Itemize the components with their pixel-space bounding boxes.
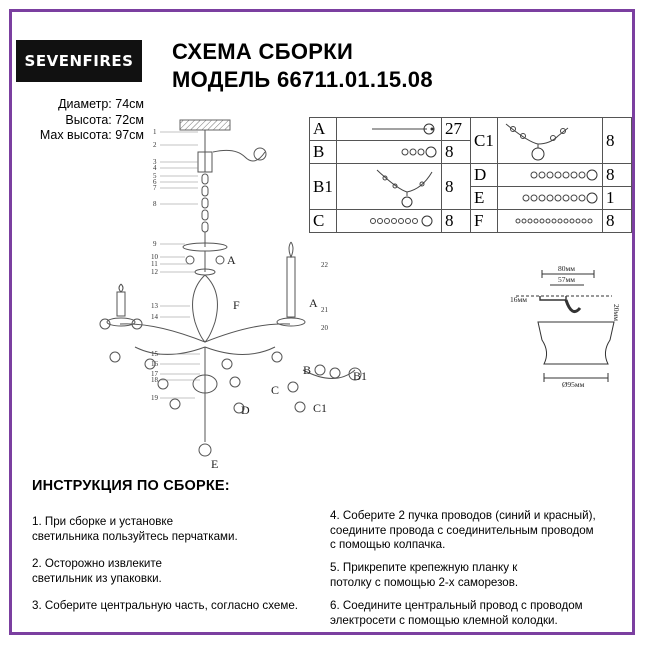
callout-12: 12 [151, 268, 158, 276]
callout-21: 21 [321, 306, 328, 314]
step-line: электросети с помощью клемной колодки. [330, 613, 558, 627]
spec-value: 97см [115, 128, 144, 142]
dim-80mm: 80мм [558, 264, 575, 273]
part-qty: 8 [442, 210, 471, 233]
part-qty: 8 [603, 118, 632, 164]
callout-11: 11 [151, 260, 158, 268]
step-line: 3. Соберите центральную часть, согласно схеме. [32, 599, 298, 612]
part-e-image [498, 187, 603, 210]
callout-14: 14 [151, 313, 158, 321]
brand-logo: SEVENFIRES [16, 40, 142, 82]
dim-95mm: Ø95мм [562, 380, 585, 388]
spec-diameter [14, 97, 144, 113]
step-line: потолку с помощью 2-х саморезов. [330, 575, 519, 589]
step-line: соедините провода с соединительным проводом [330, 523, 594, 537]
callout-13: 13 [151, 302, 158, 310]
dim-16mm: 16мм [510, 295, 527, 304]
part-letter: A [310, 118, 337, 141]
part-letter: C [310, 210, 337, 233]
step-line: 2. Осторожно извлеките [32, 557, 162, 570]
part-qty: 8 [442, 141, 471, 164]
instruction-step-3 [32, 599, 298, 614]
part-qty: 27 [442, 118, 471, 141]
callout-7: 7 [153, 184, 157, 192]
instruction-step-6 [330, 599, 583, 628]
callout-22: 22 [321, 261, 328, 269]
step-line: светильника пользуйтесь перчатками. [32, 529, 238, 543]
callout-10: 10 [151, 253, 158, 261]
spec-label: Диаметр: [58, 97, 112, 111]
part-d-image [498, 164, 603, 187]
callout-17: 17 [151, 370, 158, 378]
part-letter: C1 [471, 118, 498, 164]
callout-2: 2 [153, 141, 157, 149]
instruction-step-5 [330, 561, 518, 590]
step-line: 6. Соедините центральный провод с проводом [330, 599, 583, 612]
label-e: E [211, 457, 219, 471]
dim-57mm: 57мм [558, 275, 575, 284]
title-line-2: МОДЕЛЬ 66711.01.15.08 [172, 67, 433, 92]
title-line-1: СХЕМА СБОРКИ [172, 39, 354, 64]
instructions-title: ИНСТРУКЦИЯ ПО СБОРКЕ: [32, 478, 230, 494]
callout-8: 8 [153, 200, 157, 208]
part-letter: B1 [310, 164, 337, 210]
step-line: с помощью колпачка. [330, 538, 446, 551]
part-letter: F [471, 210, 498, 233]
instruction-step-2 [32, 557, 162, 586]
callout-6: 6 [153, 178, 157, 186]
instruction-step-4 [330, 509, 596, 553]
callout-15: 15 [151, 350, 158, 358]
callout-16: 16 [151, 360, 158, 368]
callout-1: 1 [153, 128, 157, 136]
label-c1: C1 [313, 401, 328, 415]
part-qty: 8 [603, 164, 632, 187]
callout-18: 18 [151, 376, 158, 384]
part-qty: 8 [442, 164, 471, 210]
step-line: 5. Прикрепите крепежную планку к [330, 561, 518, 574]
part-letter: B [310, 141, 337, 164]
label-f: F [233, 298, 240, 312]
label-a-right: A [309, 296, 318, 310]
step-line: 4. Соберите 2 пучка проводов (синий и красный), [330, 509, 596, 522]
spec-value: 72см [115, 112, 144, 127]
callout-9: 9 [153, 240, 157, 248]
spec-label: Высота: [65, 112, 112, 127]
spec-value: 74см [115, 97, 144, 111]
callout-19: 19 [151, 394, 158, 402]
instruction-step-1 [32, 515, 238, 544]
part-letter: D [471, 164, 498, 187]
callout-20: 20 [321, 324, 328, 332]
label-c: C [271, 383, 280, 397]
spec-label: Мах высота: [39, 128, 112, 142]
step-line: 1. При сборке и установке [32, 515, 174, 528]
callout-4: 4 [153, 164, 157, 172]
part-letter: E [471, 187, 498, 210]
part-qty: 1 [603, 187, 632, 210]
part-c1-image [498, 118, 603, 164]
mounting-detail-drawing [510, 260, 628, 388]
part-f-image [498, 210, 603, 233]
dim-20mm: 20мм [612, 304, 621, 321]
callout-5: 5 [153, 172, 157, 180]
page-title [172, 38, 433, 94]
part-qty: 8 [603, 210, 632, 233]
step-line: светильник из упаковки. [32, 571, 162, 585]
label-a-top: A [227, 253, 236, 267]
label-b: B [303, 363, 312, 377]
label-b1: B1 [353, 369, 368, 383]
chandelier-assembly-drawing [95, 112, 385, 472]
label-d: D [241, 403, 250, 417]
callout-3: 3 [153, 158, 157, 166]
